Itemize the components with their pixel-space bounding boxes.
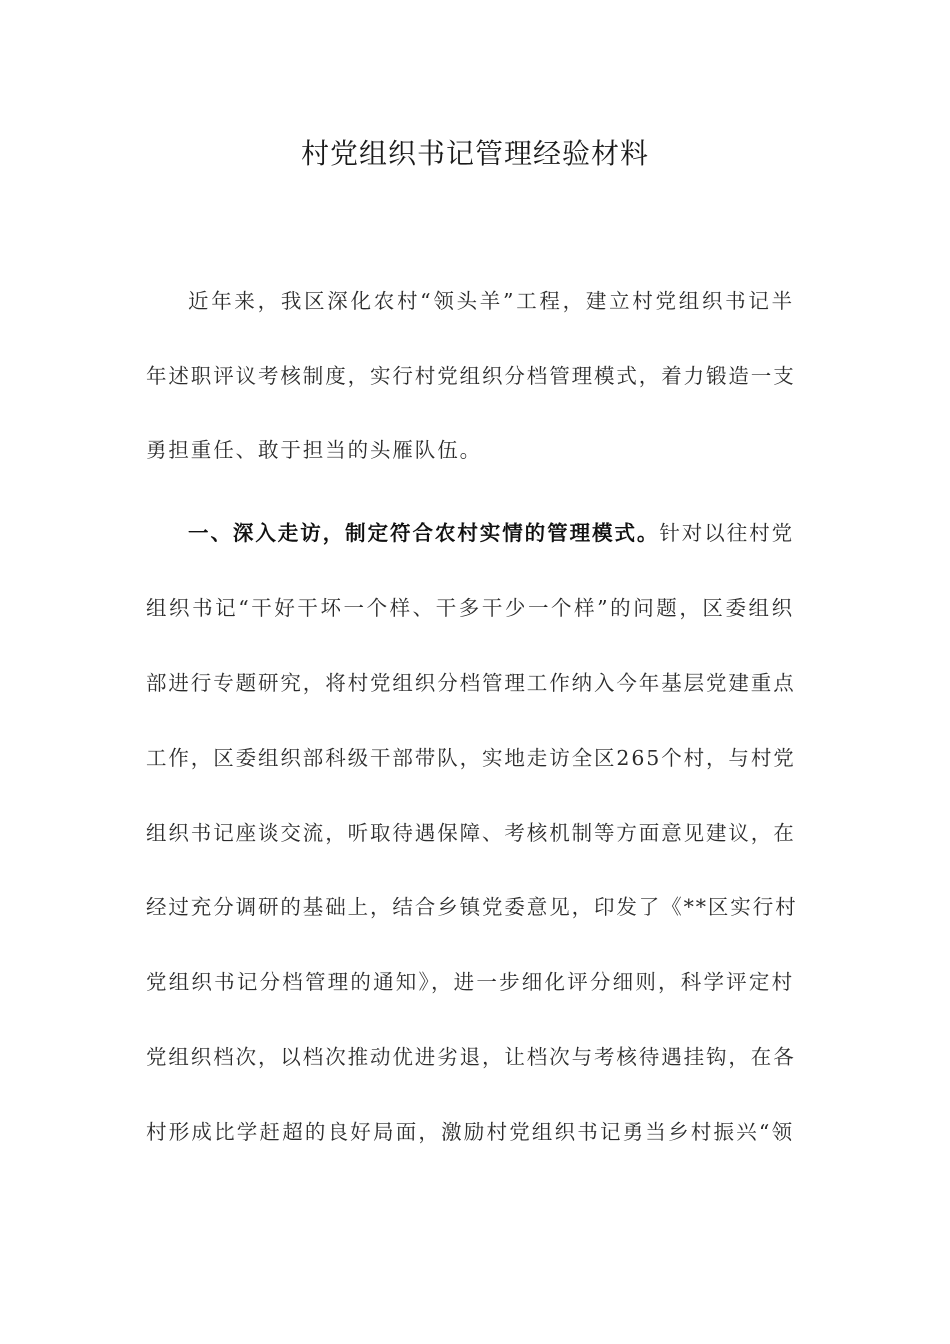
paragraph-line: 近年来，我区深化农村“领头羊”工程，建立村党组织书记半 [188,289,794,313]
paragraph-line: 党组织档次，以档次推动优进劣退，让档次与考核待遇挂钩，在各 [146,1045,796,1069]
paragraph-line: 组织书记座谈交流，听取待遇保障、考核机制等方面意见建议，在 [146,821,796,845]
paragraph-line: 组织书记“干好干坏一个样、干多干少一个样”的问题，区委组织 [146,596,794,620]
paragraph-line: 党组织书记分档管理的通知》，进一步细化评分细则，科学评定村 [146,970,794,994]
section-heading-line [188,518,794,548]
paragraph-line: 工作，区委组织部科级干部带队，实地走访全区265个村，与村党 [146,746,796,770]
document-title: 村党组织书记管理经验材料 [300,137,649,170]
paragraph-line: 村形成比学赶超的良好局面，激励村党组织书记勇当乡村振兴“领 [146,1120,794,1144]
paragraph-line: 经过充分调研的基础上，结合乡镇党委意见，印发了《**区实行村 [146,895,798,919]
section-heading: 一、深入走访，制定符合农村实情的管理模式。 [188,521,660,545]
paragraph-line: 部进行专题研究，将村党组织分档管理工作纳入今年基层党建重点 [146,671,796,695]
paragraph-text: 针对以往村党 [659,521,794,545]
paragraph-line: 勇担重任、敢于担当的头雁队伍。 [146,438,482,462]
paragraph-line: 年述职评议考核制度，实行村党组织分档管理模式，着力锻造一支 [146,364,796,388]
